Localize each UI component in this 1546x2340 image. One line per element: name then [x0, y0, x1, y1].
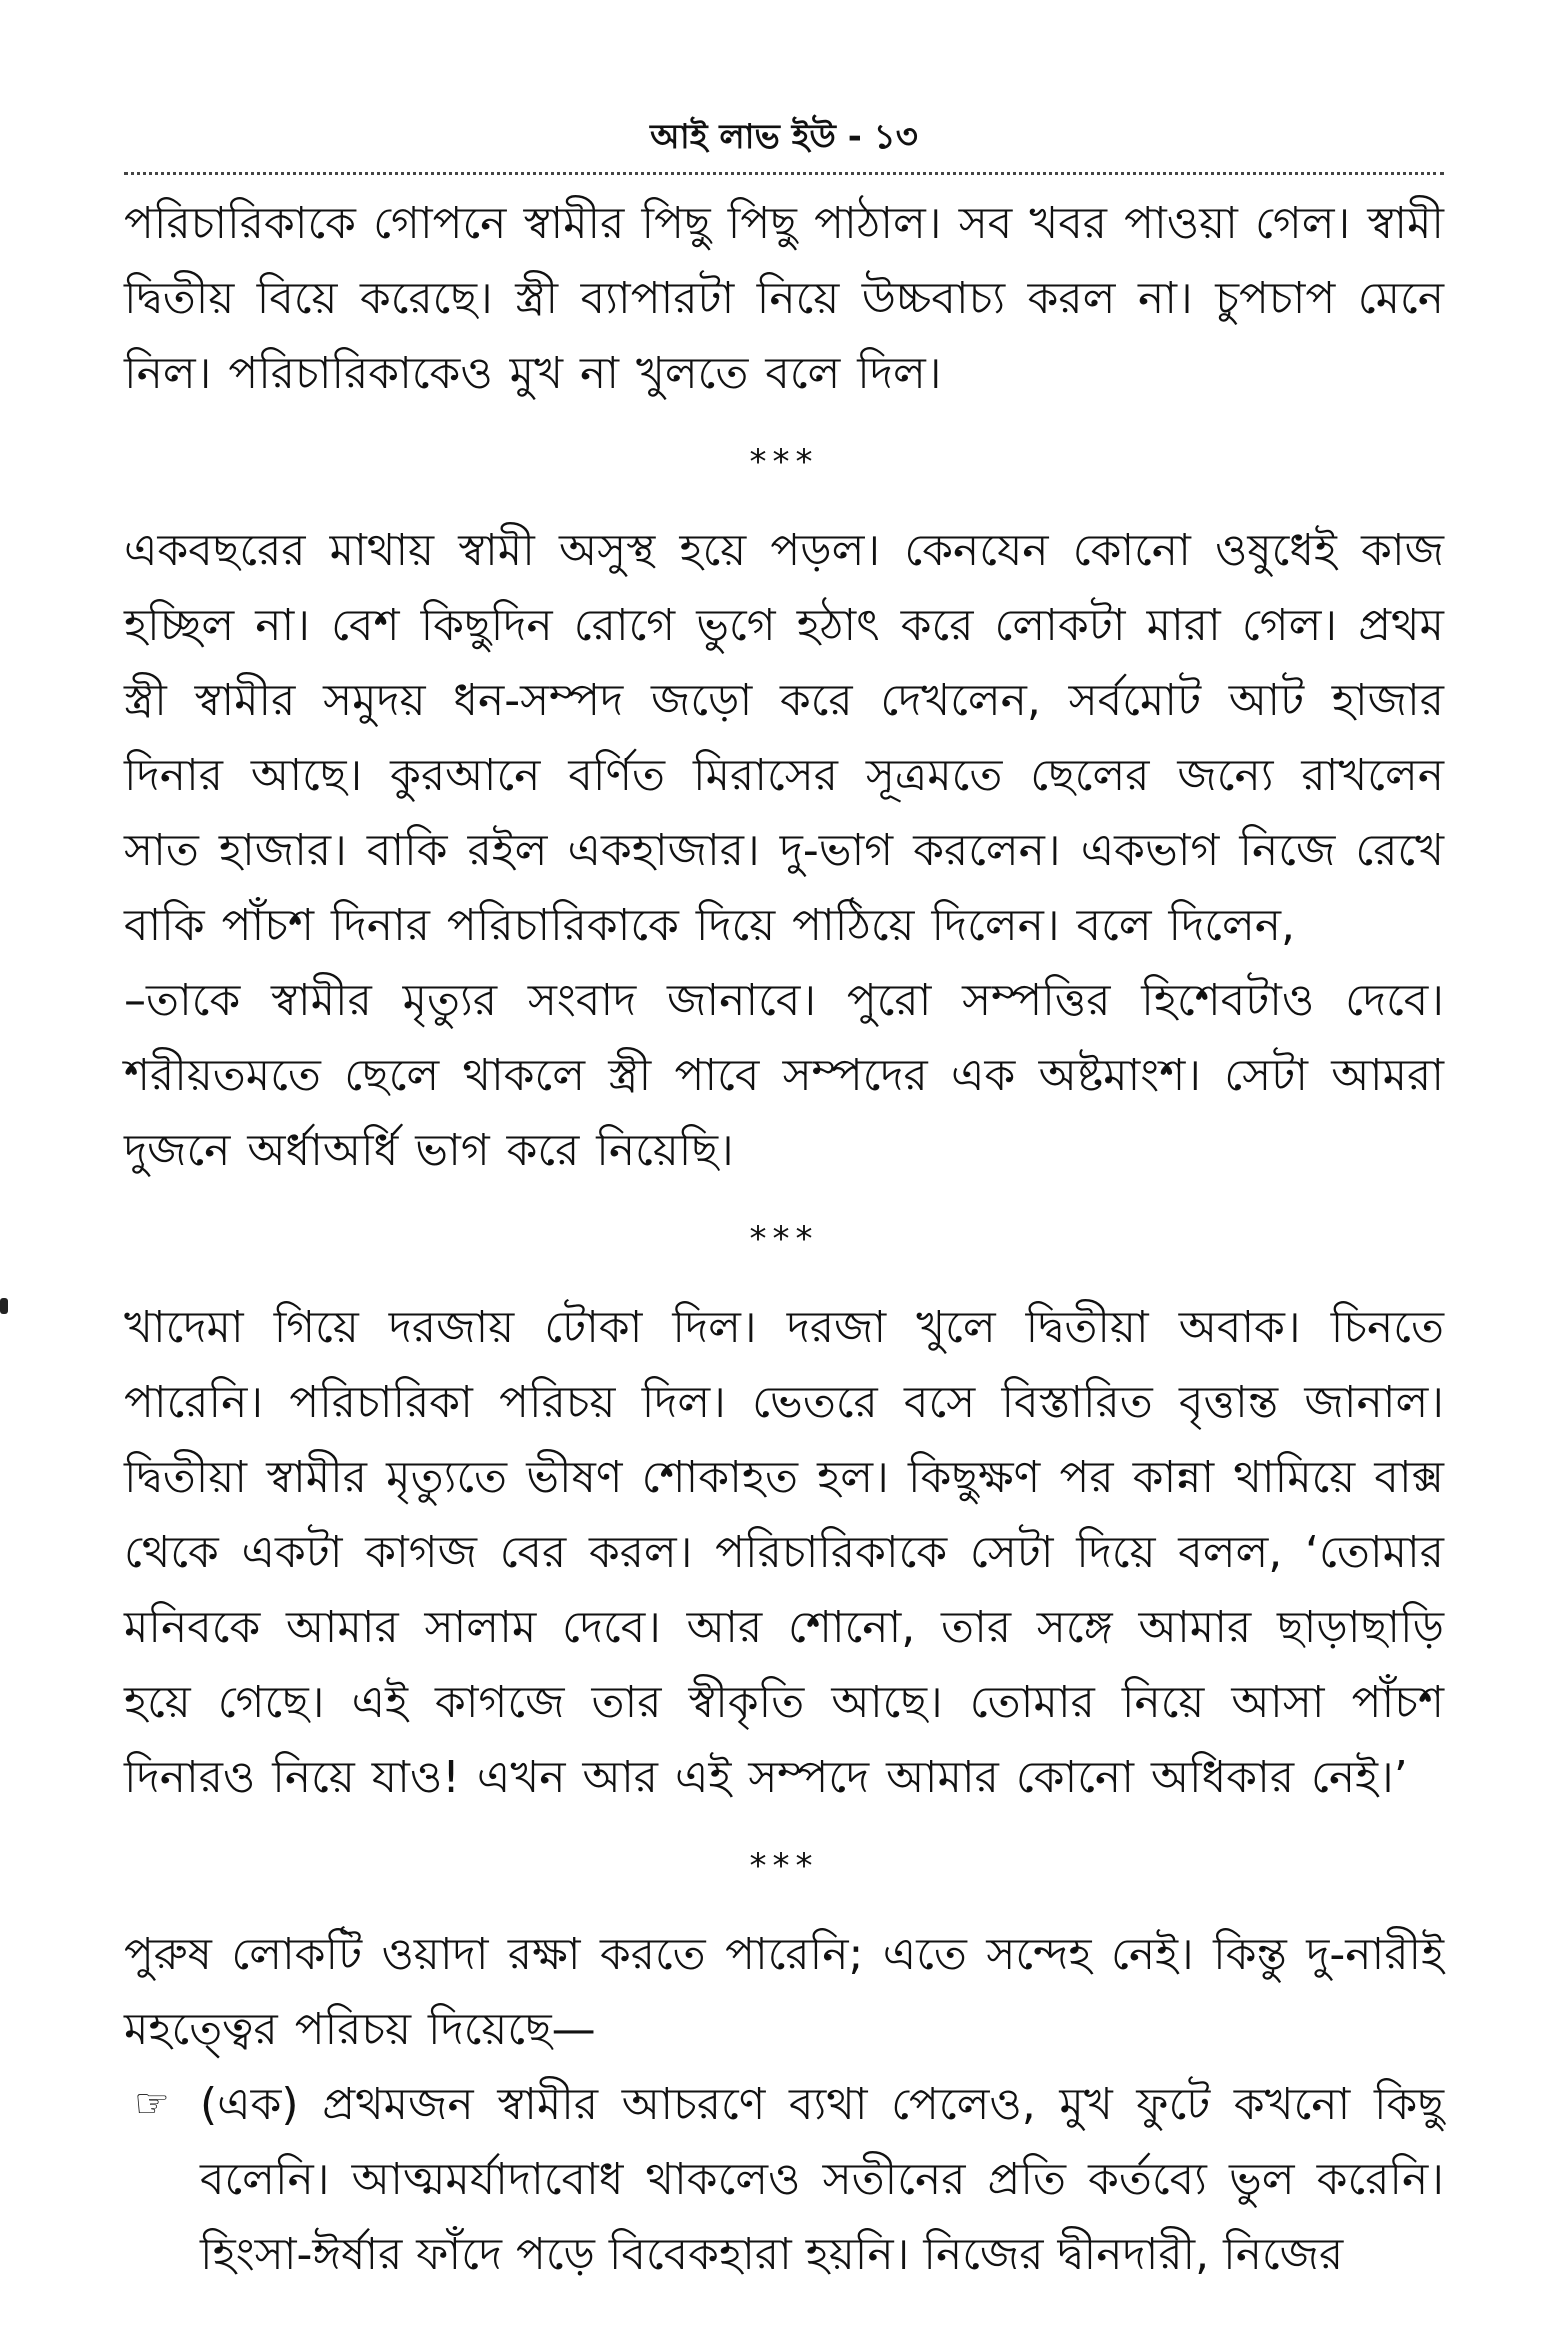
- paragraph-3: –তাকে স্বামীর মৃত্যুর সংবাদ জানাবে। পুরো সম্পত্তির হিশেবটাও দেবে। শরীয়তমতে ছেলে থাকলে স্ত্রী পাবে সম্পদের এক অষ্টমাংশ। সেটা আমরা দুজনে অর্ধাঅর্ধি ভাগ করে নিয়েছি।: [124, 975, 1444, 1176]
- section-separator-1: ***: [749, 442, 819, 482]
- page-body: [124, 186, 1444, 2292]
- bullet-item-1: [124, 2067, 1444, 2292]
- bullet-item-1-text: (এক) প্রথমজন স্বামীর আচরণে ব্যথা পেলেও, মুখ ফুটে কখনো কিছু বলেনি। আত্মমর্যাদাবোধ থাকলেও সতীনের প্রতি কর্তব্যে ভুল করেনি। হিংসা-ঈর্ষার ফাঁদে পড়ে বিবেকহারা হয়নি। নিজের দ্বীনদারী, নিজের: [200, 2079, 1444, 2280]
- paragraph-2: একবছরের মাথায় স্বামী অসুস্থ হয়ে পড়ল। কেনযেন কোনো ওষুধেই কাজ হচ্ছিল না। বেশ কিছুদিন রোগে ভুগে হঠাৎ করে লোকটা মারা গেল। প্রথম স্ত্রী স্বামীর সমুদয় ধন-সম্পদ জড়ো করে দেখলেন, সর্বমোট আট হাজার দিনার আছে। কুরআনে বর্ণিত মিরাসের সূত্রমতে ছেলের জন্যে রাখলেন সাত হাজার। বাকি রইল একহাজার। দু-ভাগ করলেন। একভাগ নিজে রেখে বাকি পাঁচশ দিনার পরিচারিকাকে দিয়ে পাঠিয়ে দিলেন। বলে দিলেন,: [124, 525, 1444, 951]
- pointing-hand-icon: ☞: [134, 2081, 170, 2127]
- section-separator-3: ***: [749, 1846, 819, 1886]
- section-separator-2: ***: [749, 1219, 819, 1259]
- scan-speck: [0, 1298, 8, 1314]
- running-header: আই লাভ ইউ - ১৩: [650, 117, 918, 157]
- paragraph-4: খাদেমা গিয়ে দরজায় টোকা দিল। দরজা খুলে দ্বিতীয়া অবাক। চিনতে পারেনি। পরিচারিকা পরিচয় দিল। ভেতরে বসে বিস্তারিত বৃত্তান্ত জানাল। দ্বিতীয়া স্বামীর মৃত্যুতে ভীষণ শোকাহত হল। কিছুক্ষণ পর কান্না থামিয়ে বাক্স থেকে একটা কাগজ বের করল। পরিচারিকাকে সেটা দিয়ে বলল, ‘তোমার মনিবকে আমার সালাম দেবে। আর শোনো, তার সঙ্গে আমার ছাড়াছাড়ি হয়ে গেছে। এই কাগজে তার স্বীকৃতি আছে। তোমার নিয়ে আসা পাঁচশ দিনারও নিয়ে যাও! এখন আর এই সম্পদে আমার কোনো অধিকার নেই।’: [124, 1302, 1444, 1803]
- header-dotted-rule: [124, 172, 1444, 175]
- paragraph-1: পরিচারিকাকে গোপনে স্বামীর পিছু পিছু পাঠাল। সব খবর পাওয়া গেল। স্বামী দ্বিতীয় বিয়ে করেছে। স্ত্রী ব্যাপারটা নিয়ে উচ্চবাচ্য করল না। চুপচাপ মেনে নিল। পরিচারিকাকেও মুখ না খুলতে বলে দিল।: [124, 198, 1444, 399]
- paragraph-5: পুরুষ লোকটি ওয়াদা রক্ষা করতে পারেনি; এতে সন্দেহ নেই। কিন্তু দু-নারীই মহত্ত্বের পরিচয় দিয়েছে—: [124, 1929, 1444, 2055]
